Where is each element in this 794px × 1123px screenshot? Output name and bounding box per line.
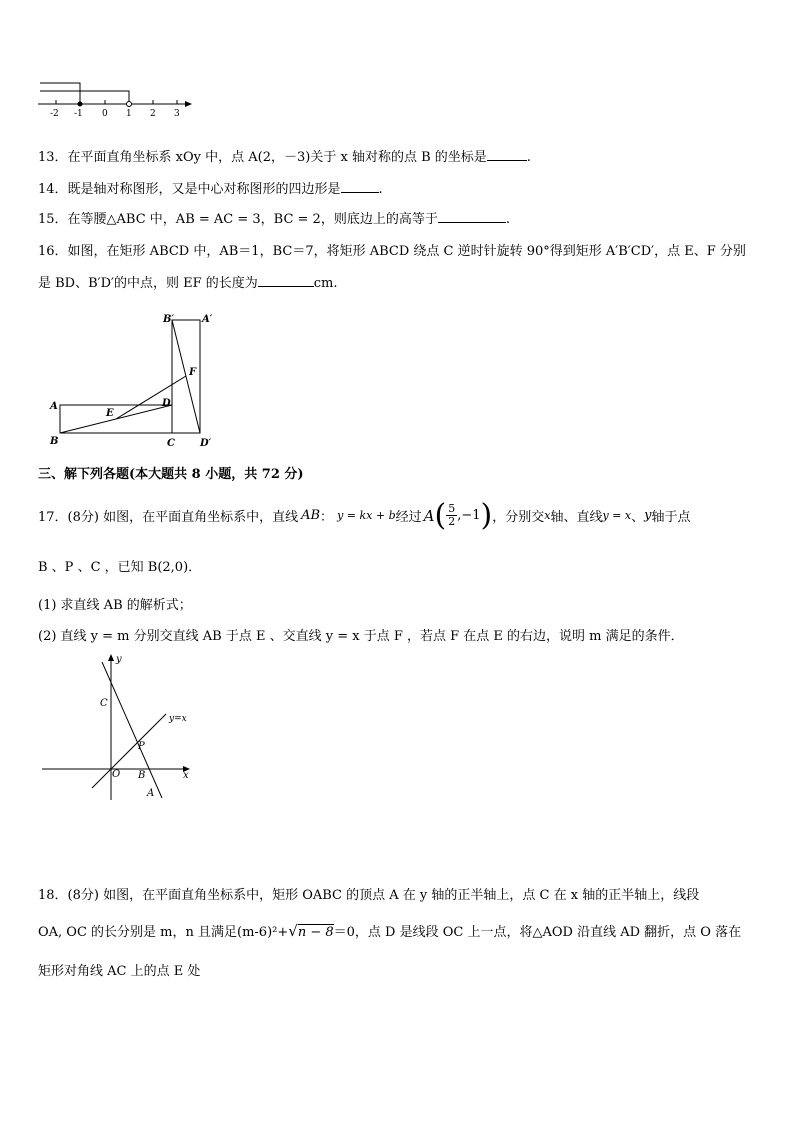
sqrt-argument: n − 8	[297, 925, 334, 940]
svg-text:y=x: y=x	[169, 714, 187, 724]
question-16-line1: 16．如图，在矩形 ABCD 中，AB＝1，BC＝7，将矩形 ABCD 绕点 C 逆时针旋转 90°得到矩形 A′B′CD′，点 E、F 分别	[38, 244, 746, 259]
fraction-5-2: $\frac{5}{2}$	[448, 502, 456, 528]
question-14: 14．既是轴对称图形，又是中心对称图形的四边形是 .	[38, 182, 383, 197]
sqrt-symbol: √	[288, 922, 298, 940]
tick-label: 0	[102, 109, 108, 119]
svg-text:A′: A′	[202, 314, 213, 325]
tick-label: -2	[50, 109, 59, 119]
question-17-line1: 17．(8分) 如图，在平面直角坐标系中，直线 AB ： y = kx + b 经过 A ( $\frac{5}{2}$ ,−1 ) ，分别交 x 轴、直线 y = x 、 y 轴于点	[38, 498, 691, 533]
question-18-line3: 矩形对角线 AC 上的点 E 处	[38, 964, 201, 979]
solution-bracket-right	[40, 91, 129, 104]
question-17-part2: (2) 直线 y = m 分别交直线 AB 于点 E 、交直线 y = x 于点 F ，若点 F 在点 E 的右边，说明 m 满足的条件．	[38, 629, 684, 644]
number-line-figure	[34, 78, 199, 120]
q15-text: 15．在等腰△ABC 中，AB = AC = 3，BC = 2，则底边上的高等于	[38, 212, 438, 227]
tick-label: -1	[74, 109, 83, 119]
svg-text:A: A	[147, 788, 155, 799]
svg-text:P: P	[138, 741, 145, 752]
section-3-title: 三、解下列各题(本大题共 8 小题，共 72 分)	[38, 467, 304, 482]
q13-answer-blank[interactable]	[487, 148, 527, 161]
segment-EF	[116, 376, 186, 419]
q13-text: 13．在平面直角坐标系 xOy 中，点 A(2，－3)关于 x 轴对称的点 B 的坐标是	[38, 150, 487, 165]
svg-text:D′: D′	[200, 438, 212, 449]
question-16-line2: 是 BD、B′D′的中点，则 EF 的长度为 cm.	[38, 276, 338, 291]
question-17-part1: (1) 求直线 AB 的解析式；	[38, 598, 192, 613]
q15-answer-blank[interactable]	[438, 210, 506, 223]
open-point	[127, 102, 132, 107]
svg-text:F: F	[189, 367, 197, 378]
question-13: 13．在平面直角坐标系 xOy 中，点 A(2，－3)关于 x 轴对称的点 B 的坐标是 .	[38, 150, 531, 165]
question-17-line2: B 、P 、C ，已知 B(2,0)．	[38, 560, 202, 575]
q14-answer-blank[interactable]	[341, 180, 379, 193]
svg-text:B: B	[50, 436, 59, 447]
rectangle-rotation-figure	[44, 308, 224, 452]
svg-text:y: y	[116, 654, 122, 665]
line-y-equals-x	[92, 714, 166, 788]
svg-text:x: x	[183, 770, 189, 781]
tick-label: 2	[150, 109, 156, 119]
svg-text:B′: B′	[163, 314, 175, 325]
solution-bracket-left	[40, 83, 80, 104]
svg-text:O: O	[112, 769, 121, 780]
q16-answer-blank[interactable]	[258, 274, 314, 287]
question-18-line1: 18．(8分) 如图，在平面直角坐标系中，矩形 OABC 的顶点 A 在 y 轴的正半轴上，点 C 在 x 轴的正半轴上，线段	[38, 888, 700, 903]
svg-text:C: C	[167, 438, 175, 449]
svg-text:E: E	[106, 408, 114, 419]
y-axis-arrow	[108, 654, 114, 661]
svg-text:C: C	[100, 698, 108, 709]
svg-text:A: A	[50, 401, 58, 412]
svg-text:D: D	[162, 398, 171, 409]
closed-point	[78, 102, 83, 107]
tick-label: 3	[174, 109, 180, 119]
question-15: 15．在等腰△ABC 中，AB = AC = 3，BC = 2，则底边上的高等于 .	[38, 212, 510, 227]
q14-text: 14．既是轴对称图形，又是中心对称图形的四边形是	[38, 182, 341, 197]
svg-text:B: B	[138, 770, 146, 781]
coordinate-plane-figure	[38, 650, 198, 802]
number-line-arrow	[185, 101, 192, 107]
question-18-line2: OA, OC 的长分别是 m，n 且满足(m-6)²+√n − 8＝0，点 D 是线段 OC 上一点，将△AOD 沿直线 AD 翻折，点 O 落在	[38, 922, 742, 940]
tick-label: 1	[126, 109, 132, 119]
